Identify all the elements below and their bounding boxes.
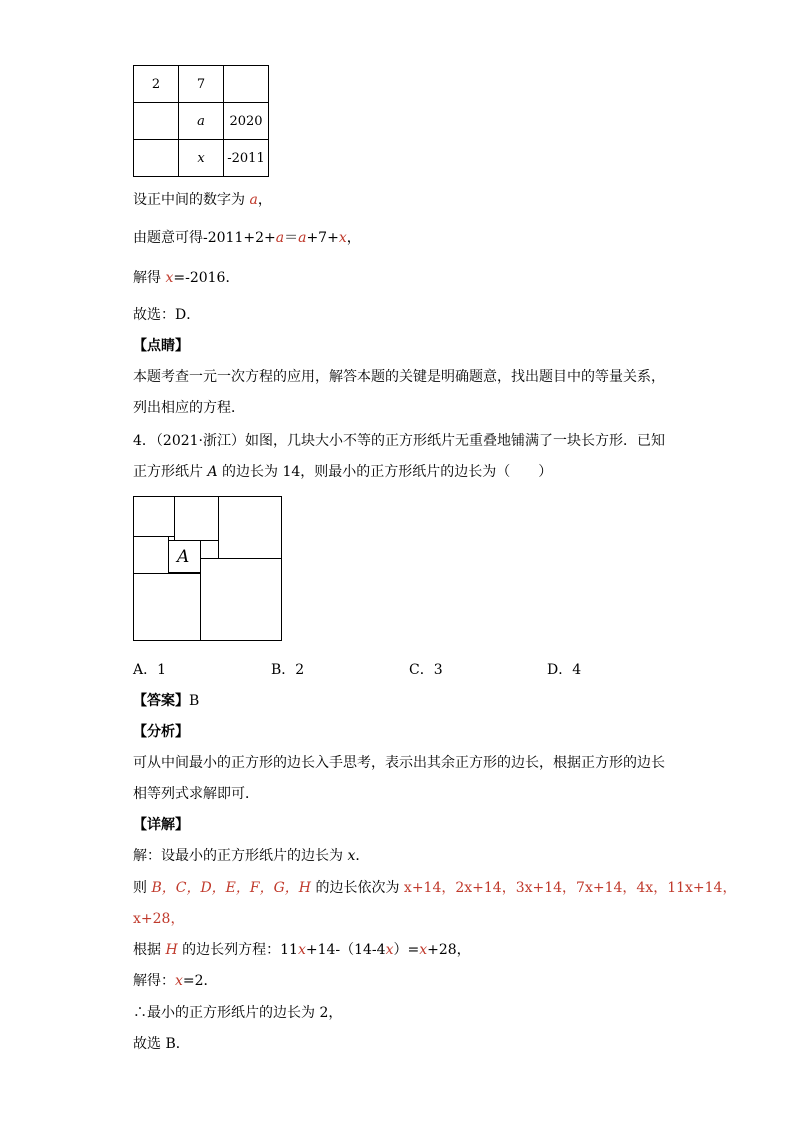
answer-line — [133, 691, 199, 711]
table-cell: -2011 — [224, 140, 269, 177]
table-cell: 2 — [134, 66, 179, 103]
option-a: A．1 — [133, 662, 167, 678]
detail-line-3: x+28， — [133, 911, 185, 927]
table-cell — [134, 103, 179, 140]
dianjing-text-2: 列出相应的方程． — [133, 400, 245, 416]
analysis-text-1: 可从中间最小的正方形的边长入手思考，表示出其余正方形的边长，根据正方形的边长 — [133, 755, 665, 771]
option-d: D．4 — [547, 662, 582, 678]
dianjing-heading: 【点睛】 — [133, 338, 189, 354]
detail-line-7: 故选 B． — [133, 1036, 190, 1052]
square-piece — [218, 496, 282, 559]
table-cell: a — [179, 103, 224, 140]
option-c: C．3 — [409, 662, 443, 678]
smallest-square — [200, 540, 219, 559]
detail-line-4: 根据 H 的边长列方程：11x+14-（14-4x）=x+28， — [133, 942, 471, 958]
option-b: B．2 — [271, 662, 305, 678]
solution-line-2: 由题意可得-2011+2+a＝a+7+x， — [133, 230, 361, 246]
square-piece — [133, 536, 169, 574]
question-4-line-2: 正方形纸片 A 的边长为 14，则最小的正方形纸片的边长为（ ） — [133, 464, 553, 480]
detail-line-6: ∴最小的正方形纸片的边长为 2， — [133, 1005, 343, 1021]
solution-line-1: 设正中间的数字为 a， — [133, 192, 272, 208]
solution-line-4: 故选：D． — [133, 307, 201, 323]
square-a-label: A — [177, 547, 190, 567]
square-piece — [200, 558, 282, 641]
detail-line-5: 解得：x=2． — [133, 973, 218, 989]
table-cell — [134, 140, 179, 177]
square-piece — [133, 573, 201, 641]
analysis-heading: 【分析】 — [133, 724, 189, 740]
square-piece-a — [168, 540, 201, 573]
question-4-line-1: 4．（2021·浙江）如图，几块大小不等的正方形纸片无重叠地铺满了一块长方形．已知 — [133, 433, 665, 449]
analysis-text-2: 相等列式求解即可． — [133, 786, 259, 802]
number-grid-table — [133, 65, 269, 177]
table-row — [134, 66, 269, 103]
dianjing-text-1: 本题考查一元一次方程的应用，解答本题的关键是明确题意，找出题目中的等量关系， — [133, 369, 665, 385]
table-cell: 7 — [179, 66, 224, 103]
solution-line-3: 解得 x=-2016． — [133, 270, 240, 286]
detail-heading: 【详解】 — [133, 817, 189, 833]
answer-value: B — [189, 693, 200, 709]
table-cell — [224, 66, 269, 103]
detail-line-2: 则 B，C，D，E，F，G，H 的边长依次为 x+14，2x+14，3x+14，7x+14，4x，11x+14， — [133, 880, 737, 896]
detail-line-1: 解：设最小的正方形纸片的边长为 x． — [133, 848, 370, 864]
square-piece — [133, 496, 175, 537]
square-piece — [174, 496, 219, 541]
table-row — [134, 140, 269, 177]
square-tiling-figure — [133, 496, 282, 641]
answer-heading: 【答案】 — [133, 693, 189, 709]
table-cell: x — [179, 140, 224, 177]
table-cell: 2020 — [224, 103, 269, 140]
table-row — [134, 103, 269, 140]
